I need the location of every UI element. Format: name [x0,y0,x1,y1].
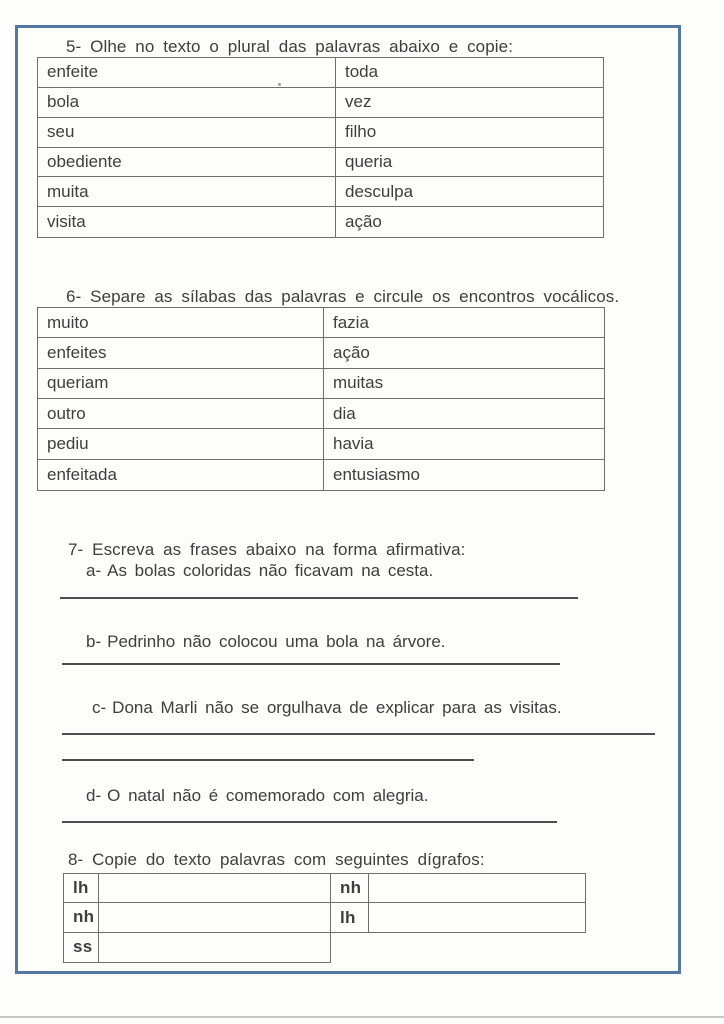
exercise7-item-c [92,698,562,718]
table-cell: queria [336,148,603,178]
table-cell: vez [336,88,603,118]
table-cell: pediu [38,429,324,459]
item-label: d- [86,786,102,805]
item-text: O natal não é comemorado com alegria. [107,786,429,805]
table-cell: dia [324,399,604,429]
table-cell: filho [336,118,603,148]
item-text: As bolas coloridas não ficavam na cesta. [107,561,434,580]
exercise7-title: 7- Escreva as frases abaixo na forma afirmativa: [68,540,466,559]
exercise6-table [37,307,605,491]
table-cell: desculpa [336,177,603,207]
exercise5-title: 5- Olhe no texto o plural das palavras abaixo e copie: [66,37,514,56]
answer-cell [99,933,330,962]
answer-line [62,663,560,665]
table-cell: bola [38,88,336,118]
answer-cell [369,874,585,903]
table-cell: toda [336,58,603,88]
exercise7-item-b [86,632,446,652]
item-label: c- [92,698,107,717]
table-cell: seu [38,118,336,148]
answer-cell [99,903,330,932]
answer-line [60,597,578,599]
table-cell: ação [345,212,382,232]
table-cell: entusiasmo [333,464,420,484]
exercise8-left-table [63,873,331,963]
exercise7-item-a [86,561,433,581]
item-text: Pedrinho não colocou uma bola na árvore. [107,632,446,651]
digraph-label: ss [64,933,99,962]
table-cell: ação [324,338,604,368]
item-label: b- [86,632,102,651]
item-label: a- [86,561,102,580]
exercise7-item-d [86,786,428,806]
answer-line [62,759,474,761]
exercise8-title: 8- Copie do texto palavras com seguintes dígrafos: [68,850,485,869]
table-cell: enfeite [38,58,336,88]
table-cell: enfeitada [38,460,324,490]
digraph-label: lh [64,874,99,903]
stray-mark [278,83,281,86]
table-cell: muitas [324,369,604,399]
answer-line [62,733,655,735]
table-cell: muito [38,308,324,338]
table-cell: muita [38,177,336,207]
paper-scan-edge [0,1016,724,1018]
answer-line [62,821,557,823]
table-cell: visita [38,207,336,237]
exercise5-table [37,57,604,238]
table-cell: queriam [38,369,324,399]
table-cell: obediente [38,148,336,178]
digraph-label: nh [331,874,369,903]
exercise6-title: 6- Separe as sílabas das palavras e circule os encontros vocálicos. [66,287,620,306]
digraph-label: lh [331,903,369,932]
exercise8-right-table [330,873,586,933]
table-cell: havia [324,429,604,459]
answer-cell [99,874,330,903]
item-text: Dona Marli não se orgulhava de explicar para as visitas. [112,698,562,717]
digraph-label: nh [64,903,99,932]
table-cell: outro [38,399,324,429]
table-cell: fazia [324,308,604,338]
table-cell: enfeites [38,338,324,368]
answer-cell [369,903,585,932]
